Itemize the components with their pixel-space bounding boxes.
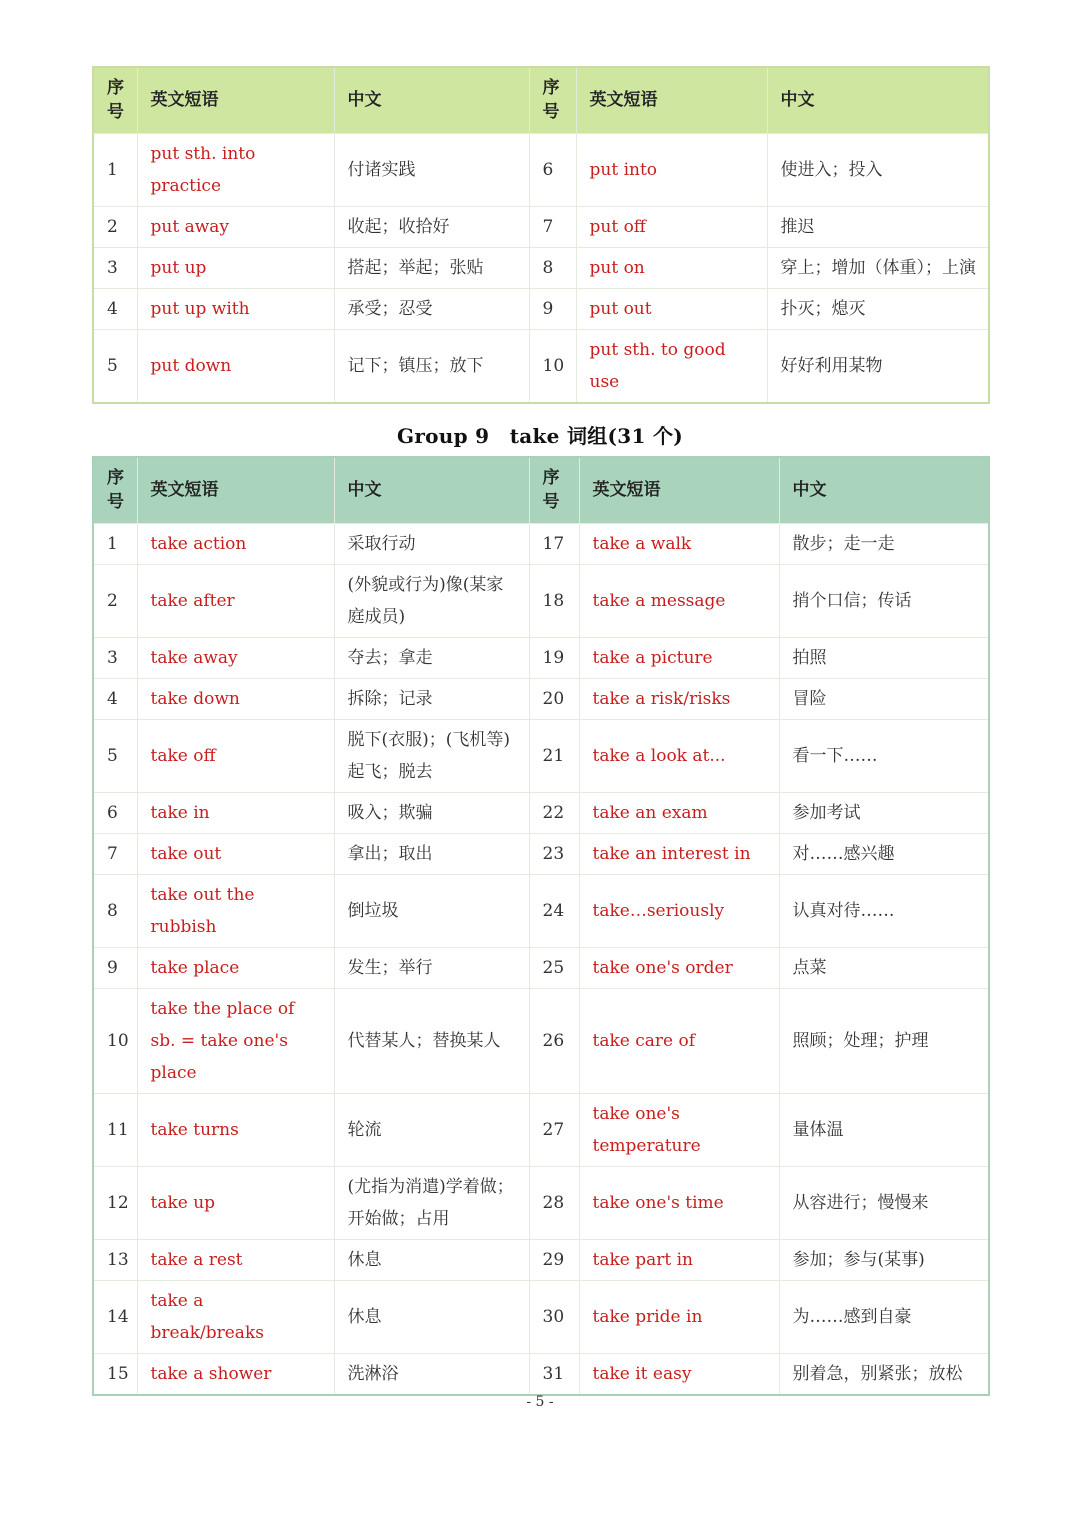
row-number: 17 (529, 523, 579, 564)
row-number: 2 (93, 564, 137, 637)
row-number: 9 (93, 947, 137, 988)
chinese-meaning: 扑灭；熄灭 (767, 288, 989, 329)
table-header-row (93, 457, 989, 523)
header-chinese: 中文 (779, 457, 989, 523)
put-table-body (93, 133, 989, 403)
take-table-body (93, 523, 989, 1395)
english-phrase: take one's time (579, 1166, 779, 1239)
table-row (93, 1093, 989, 1166)
row-number: 1 (93, 523, 137, 564)
english-phrase: take down (137, 678, 334, 719)
english-phrase: take off (137, 719, 334, 792)
row-number: 1 (93, 133, 137, 206)
row-number: 8 (93, 874, 137, 947)
chinese-meaning: 参加；参与(某事) (779, 1239, 989, 1280)
chinese-meaning: 对……感兴趣 (779, 833, 989, 874)
chinese-meaning: 点菜 (779, 947, 989, 988)
english-phrase: put sth. to good use (576, 329, 767, 403)
chinese-meaning: 付诸实践 (334, 133, 529, 206)
english-phrase: take place (137, 947, 334, 988)
put-phrases-table (92, 66, 990, 404)
row-number: 20 (529, 678, 579, 719)
english-phrase: take it easy (579, 1353, 779, 1395)
english-phrase: take care of (579, 988, 779, 1093)
header-chinese: 中文 (334, 67, 529, 133)
row-number: 9 (529, 288, 576, 329)
table-header-row (93, 67, 989, 133)
row-number: 13 (93, 1239, 137, 1280)
header-english: 英文短语 (137, 457, 334, 523)
chinese-meaning: 轮流 (334, 1093, 529, 1166)
chinese-meaning: 冒险 (779, 678, 989, 719)
row-number: 14 (93, 1280, 137, 1353)
chinese-meaning: 倒垃圾 (334, 874, 529, 947)
english-phrase: take a walk (579, 523, 779, 564)
chinese-meaning: 穿上；增加（体重）；上演 (767, 247, 989, 288)
english-phrase: take away (137, 637, 334, 678)
header-number: 序号 (529, 67, 576, 133)
english-phrase: put on (576, 247, 767, 288)
table-row (93, 1353, 989, 1395)
english-phrase: put into (576, 133, 767, 206)
chinese-meaning: 夺去；拿走 (334, 637, 529, 678)
header-english: 英文短语 (137, 67, 334, 133)
row-number: 12 (93, 1166, 137, 1239)
row-number: 10 (529, 329, 576, 403)
row-number: 4 (93, 288, 137, 329)
english-phrase: take the place of sb. = take one's place (137, 988, 334, 1093)
english-phrase: take in (137, 792, 334, 833)
english-phrase: take one's order (579, 947, 779, 988)
chinese-meaning: 休息 (334, 1239, 529, 1280)
row-number: 3 (93, 247, 137, 288)
chinese-meaning: 记下；镇压；放下 (334, 329, 529, 403)
chinese-meaning: 散步；走一走 (779, 523, 989, 564)
chinese-meaning: 量体温 (779, 1093, 989, 1166)
english-phrase: put away (137, 206, 334, 247)
english-phrase: take up (137, 1166, 334, 1239)
row-number: 21 (529, 719, 579, 792)
row-number: 5 (93, 329, 137, 403)
table-row (93, 637, 989, 678)
row-number: 6 (529, 133, 576, 206)
row-number: 27 (529, 1093, 579, 1166)
row-number: 4 (93, 678, 137, 719)
chinese-meaning: 发生；举行 (334, 947, 529, 988)
header-chinese: 中文 (334, 457, 529, 523)
english-phrase: take one's temperature (579, 1093, 779, 1166)
header-chinese: 中文 (767, 67, 989, 133)
chinese-meaning: 别着急，别紧张；放松 (779, 1353, 989, 1395)
chinese-meaning: 参加考试 (779, 792, 989, 833)
chinese-meaning: 采取行动 (334, 523, 529, 564)
header-english: 英文短语 (576, 67, 767, 133)
take-phrases-table (92, 456, 990, 1396)
english-phrase: take…seriously (579, 874, 779, 947)
chinese-meaning: 代替某人；替换某人 (334, 988, 529, 1093)
chinese-meaning: 拍照 (779, 637, 989, 678)
row-number: 7 (93, 833, 137, 874)
chinese-meaning: 推迟 (767, 206, 989, 247)
chinese-meaning: (尤指为消遣)学着做；开始做；占用 (334, 1166, 529, 1239)
table-row (93, 988, 989, 1093)
table-row (93, 1280, 989, 1353)
row-number: 15 (93, 1353, 137, 1395)
row-number: 8 (529, 247, 576, 288)
group-title: Group 9 take 词组(31 个) (396, 424, 684, 448)
table-row (93, 564, 989, 637)
chinese-meaning: 看一下…… (779, 719, 989, 792)
row-number: 29 (529, 1239, 579, 1280)
row-number: 7 (529, 206, 576, 247)
row-number: 22 (529, 792, 579, 833)
row-number: 18 (529, 564, 579, 637)
row-number: 6 (93, 792, 137, 833)
english-phrase: put out (576, 288, 767, 329)
chinese-meaning: (外貌或行为)像(某家庭成员) (334, 564, 529, 637)
row-number: 31 (529, 1353, 579, 1395)
english-phrase: take after (137, 564, 334, 637)
english-phrase: take a break/breaks (137, 1280, 334, 1353)
table-row (93, 247, 989, 288)
row-number: 11 (93, 1093, 137, 1166)
english-phrase: put off (576, 206, 767, 247)
row-number: 30 (529, 1280, 579, 1353)
english-phrase: put up with (137, 288, 334, 329)
table-row (93, 523, 989, 564)
chinese-meaning: 洗淋浴 (334, 1353, 529, 1395)
table-row (93, 874, 989, 947)
chinese-meaning: 使进入；投入 (767, 133, 989, 206)
chinese-meaning: 休息 (334, 1280, 529, 1353)
english-phrase: put down (137, 329, 334, 403)
table-row (93, 206, 989, 247)
english-phrase: put sth. into practice (137, 133, 334, 206)
header-english: 英文短语 (579, 457, 779, 523)
english-phrase: put up (137, 247, 334, 288)
row-number: 19 (529, 637, 579, 678)
table-row (93, 133, 989, 206)
table-row (93, 329, 989, 403)
chinese-meaning: 脱下(衣服)；(飞机等)起飞；脱去 (334, 719, 529, 792)
header-number: 序号 (529, 457, 579, 523)
row-number: 25 (529, 947, 579, 988)
chinese-meaning: 搭起；举起；张贴 (334, 247, 529, 288)
chinese-meaning: 收起；收拾好 (334, 206, 529, 247)
english-phrase: take out (137, 833, 334, 874)
chinese-meaning: 捎个口信；传话 (779, 564, 989, 637)
english-phrase: take a message (579, 564, 779, 637)
chinese-meaning: 承受；忍受 (334, 288, 529, 329)
row-number: 24 (529, 874, 579, 947)
table-row (93, 792, 989, 833)
chinese-meaning: 为……感到自豪 (779, 1280, 989, 1353)
table-row (93, 288, 989, 329)
table-row (93, 833, 989, 874)
table-row (93, 1166, 989, 1239)
table-row (93, 1239, 989, 1280)
row-number: 26 (529, 988, 579, 1093)
english-phrase: take an interest in (579, 833, 779, 874)
page-number: - 5 - (526, 1394, 554, 1410)
english-phrase: take a risk/risks (579, 678, 779, 719)
header-number: 序号 (93, 457, 137, 523)
table-row (93, 719, 989, 792)
english-phrase: take pride in (579, 1280, 779, 1353)
row-number: 3 (93, 637, 137, 678)
chinese-meaning: 认真对待…… (779, 874, 989, 947)
table-row (93, 678, 989, 719)
english-phrase: take turns (137, 1093, 334, 1166)
chinese-meaning: 拆除；记录 (334, 678, 529, 719)
english-phrase: take a picture (579, 637, 779, 678)
table-row (93, 947, 989, 988)
chinese-meaning: 拿出；取出 (334, 833, 529, 874)
english-phrase: take out the rubbish (137, 874, 334, 947)
english-phrase: take an exam (579, 792, 779, 833)
row-number: 28 (529, 1166, 579, 1239)
english-phrase: take a rest (137, 1239, 334, 1280)
row-number: 23 (529, 833, 579, 874)
header-number: 序号 (93, 67, 137, 133)
english-phrase: take action (137, 523, 334, 564)
chinese-meaning: 从容进行；慢慢来 (779, 1166, 989, 1239)
english-phrase: take a look at... (579, 719, 779, 792)
chinese-meaning: 吸入；欺骗 (334, 792, 529, 833)
chinese-meaning: 好好利用某物 (767, 329, 989, 403)
chinese-meaning: 照顾；处理；护理 (779, 988, 989, 1093)
row-number: 10 (93, 988, 137, 1093)
english-phrase: take part in (579, 1239, 779, 1280)
row-number: 2 (93, 206, 137, 247)
row-number: 5 (93, 719, 137, 792)
english-phrase: take a shower (137, 1353, 334, 1395)
